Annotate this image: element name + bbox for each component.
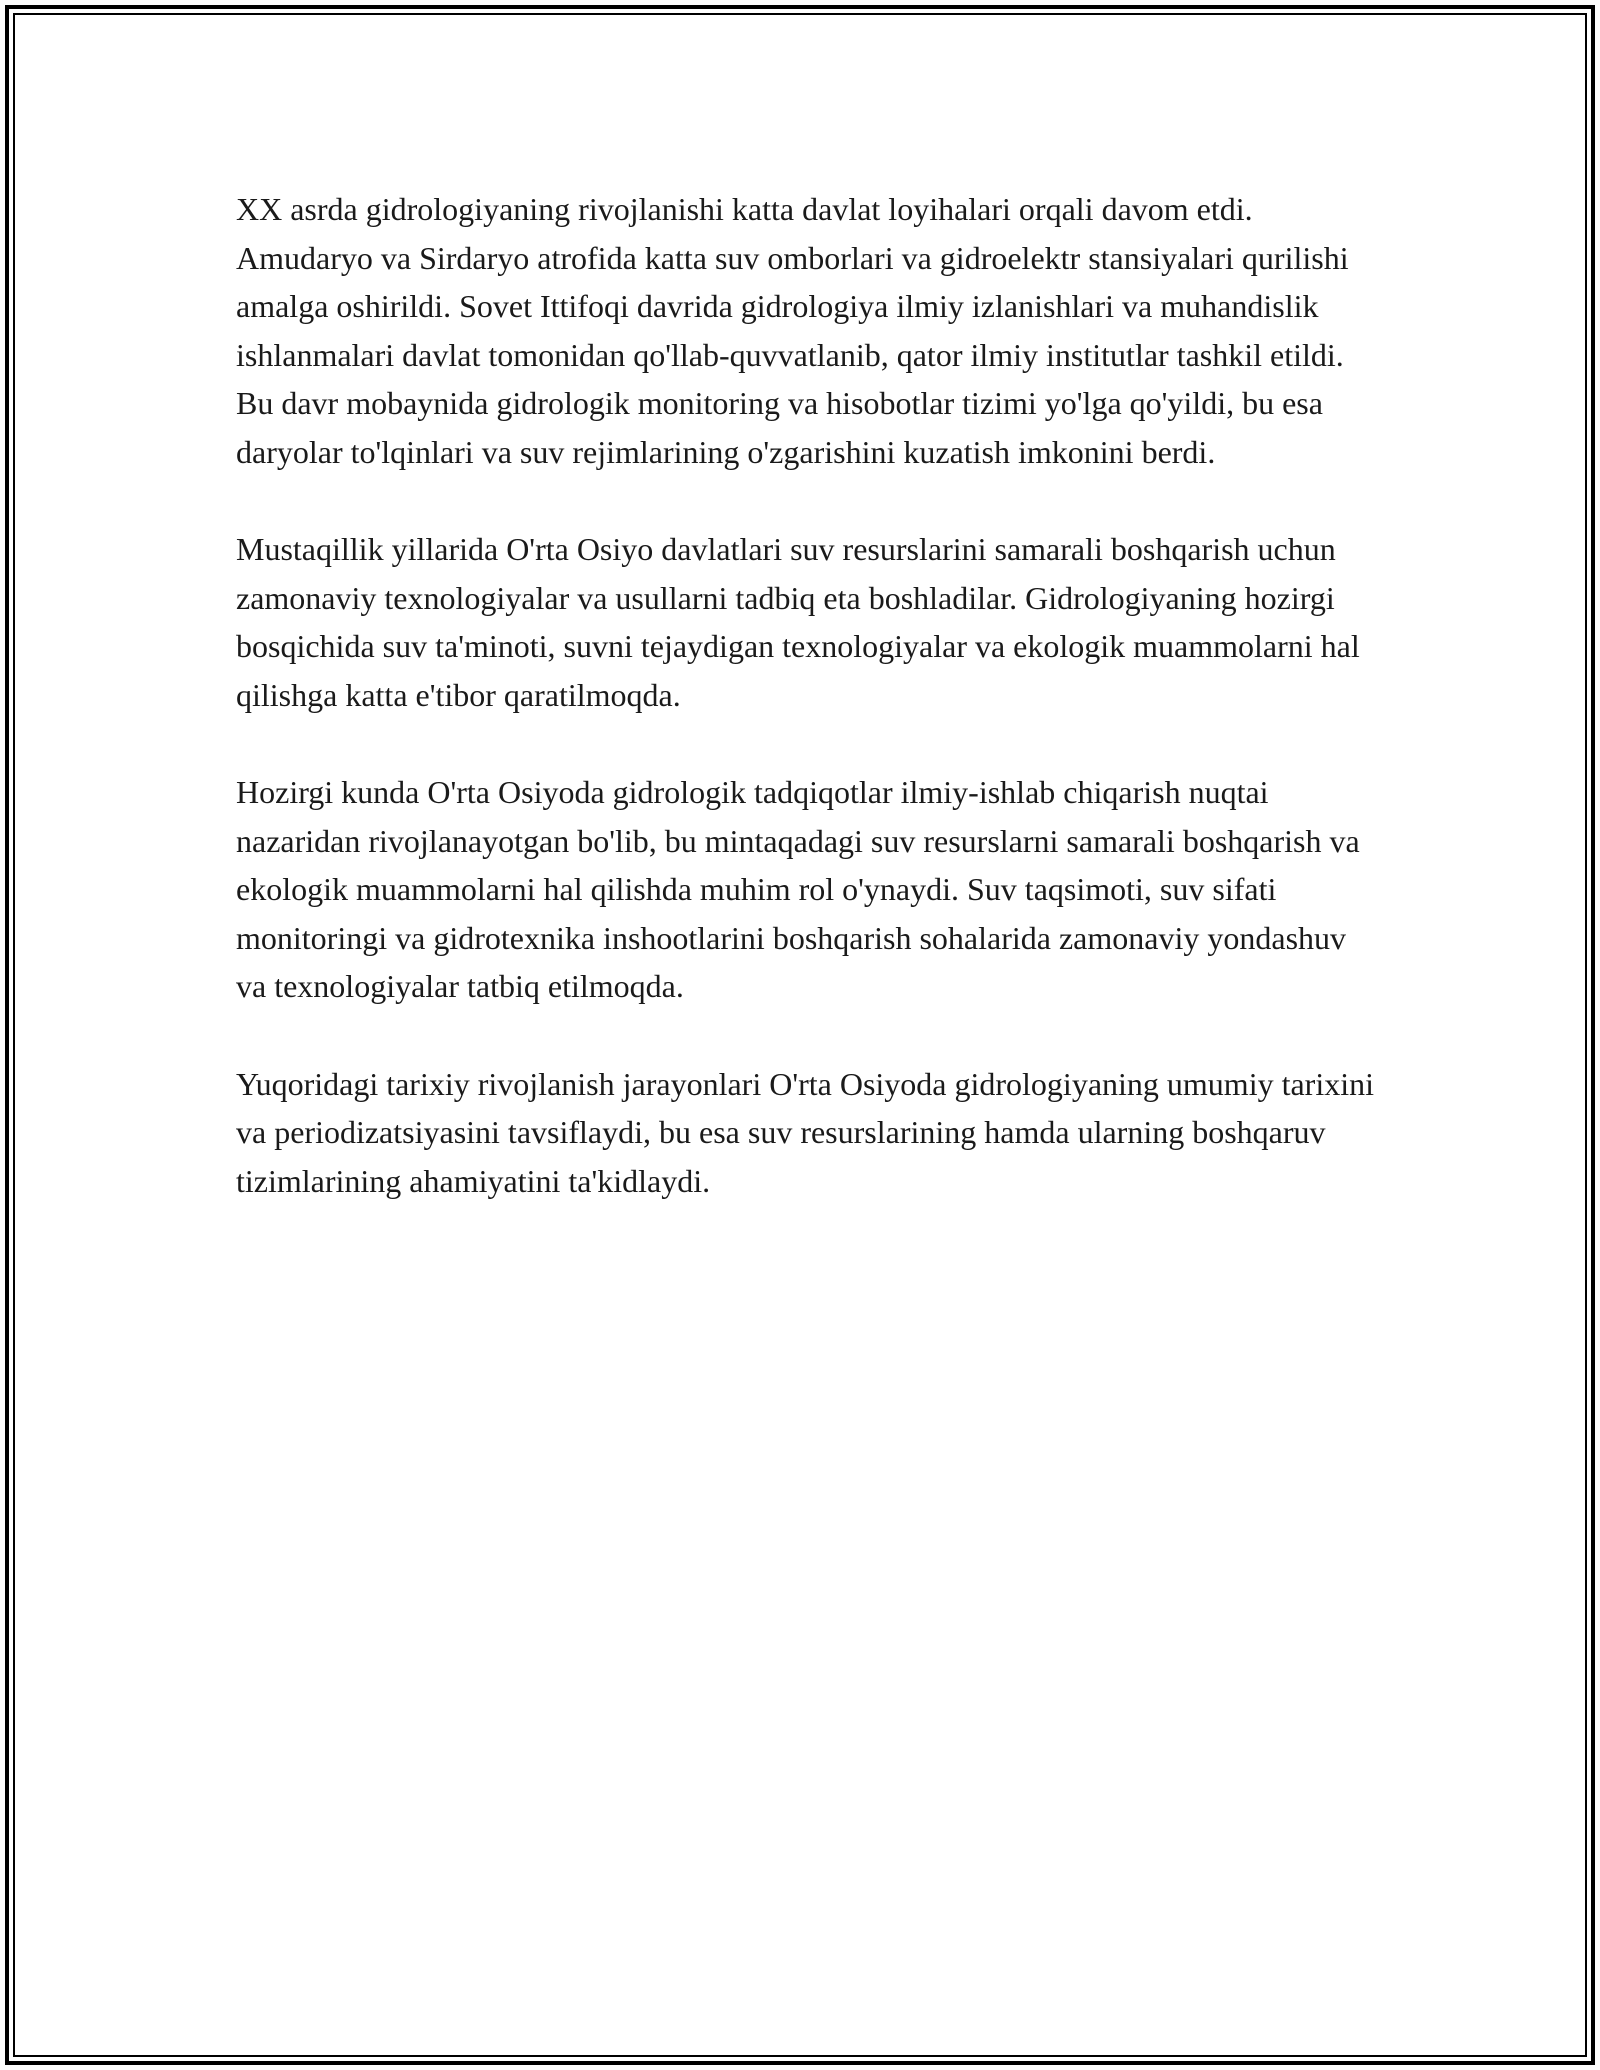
paragraph-summary: Yuqoridagi tarixiy rivojlanish jarayonlari O'rta Osiyoda gidrologiyaning umumiy tarixini va periodizatsiyasini tavsiflaydi, bu esa suv resurslarining hamda ularning boshqaruv tizimlarining ahamiyatini ta'kidlaydi. [236,1065,1374,1199]
document-body [236,185,1376,1254]
paragraph-current-research: Hozirgi kunda O'rta Osiyoda gidrologik tadqiqotlar ilmiy-ishlab chiqarish nuqtai nazaridan rivojlanayotgan bo'lib, bu mintaqadagi suv resurslarni samarali boshqarish va ekologik muammolarni hal qilishda muhim rol o'ynaydi. Suv taqsimoti, suv sifati monitoringi va gidrotexnika inshootlarini boshqarish sohalarida zamonaviy yondashuv va texnologiyalar tatbiq etilmoqda. [236,774,1360,1004]
paragraph-soviet-era: XX asrda gidrologiyaning rivojlanishi katta davlat loyihalari orqali davom etdi. Amudaryo va Sirdaryo atrofida katta suv omborlari va gidroelektr stansiyalari qurilishi amalga oshirildi. Sovet Ittifoqi davrida gidrologiya ilmiy izlanishlari va muhandislik ishlanmalari davlat tomonidan qo'llab-quvvatlanib, qator ilmiy institutlar tashkil etildi. Bu davr mobaynida gidrologik monitoring va hisobotlar tizimi yo'lga qo'yildi, bu esa daryolar to'lqinlari va suv rejimlarining o'zgarishini kuzatish imkonini berdi. [236,191,1349,470]
paragraph-independence-era: Mustaqillik yillarida O'rta Osiyo davlatlari suv resurslarini samarali boshqarish uchun zamonaviy texnologiyalar va usullarni tadbiq eta boshladilar. Gidrologiyaning hozirgi bosqichida suv ta'minoti, suvni tejaydigan texnologiyalar va ekologik muammolarni hal qilishga katta e'tibor qaratilmoqda. [236,531,1360,713]
